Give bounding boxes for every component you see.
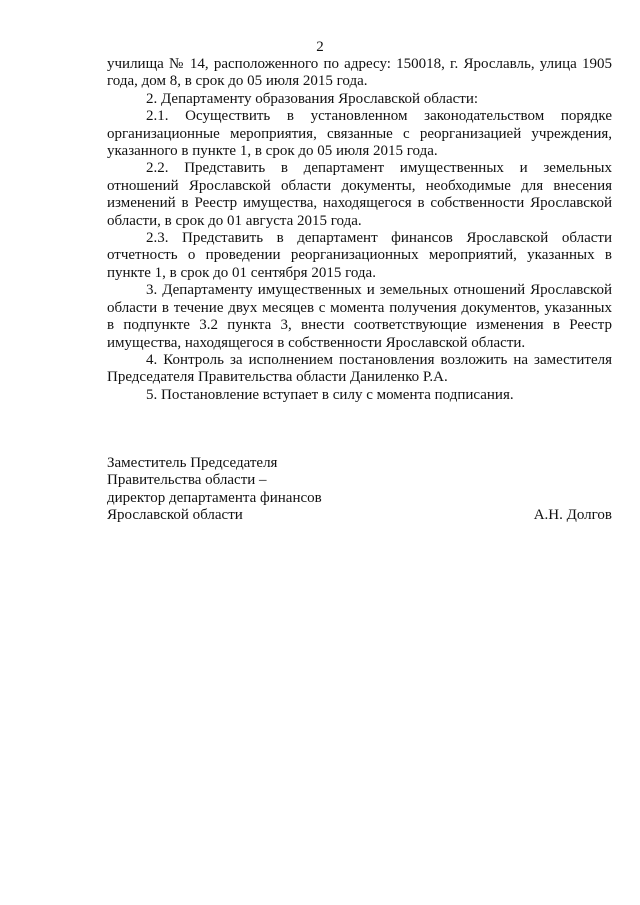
signatory-name: А.Н. Долгов (533, 507, 612, 524)
paragraph-4: 4. Контроль за исполнением постановления возложить на заместителя Председателя Правительства области Даниленко Р.А. (107, 351, 612, 386)
signatory-title-line-2: Правительства области – (107, 472, 267, 489)
paragraph-2-1: 2.1. Осуществить в установленном законодательством порядке организационные мероприятия, связанные с реорганизацией учреждения, указанного в пункте 1, в срок до 05 июля 2015 года. (107, 108, 612, 160)
signatory-title-line-1: Заместитель Председателя (107, 455, 278, 471)
paragraph-2-2: 2.2. Представить в департамент имущественных и земельных отношений Ярославской области документы, необходимые для внесения изменений в Реестр имущества, находящегося в собственности Ярославской области, в срок до 01 августа 2015 года. (107, 160, 612, 229)
page-number: 2 (316, 39, 324, 55)
paragraph-continuation: училища № 14, расположенного по адресу: 150018, г. Ярославль, улица 1905 года, дом 8, в срок до 05 июля 2015 года. (107, 56, 612, 90)
document-body (107, 56, 612, 404)
signatory-title-line-4: Ярославской области (107, 507, 243, 524)
paragraph-5: 5. Постановление вступает в силу с момента подписания. (146, 386, 514, 403)
paragraph-2-3: 2.3. Представить в департамент финансов Ярославской области отчетность о проведении реорганизационных мероприятий, указанных в пункте 1, в срок до 01 сентября 2015 года. (107, 230, 612, 281)
paragraph-3: 3. Департаменту имущественных и земельных отношений Ярославской области в течение двух месяцев с момента получения документов, указанных в подпункте 3.2 пункта 3, внести соответствующие изменения в Реестр имущества, находящегося в собственности Ярославской области. (107, 282, 612, 351)
paragraph-2: 2. Департаменту образования Ярославской области: (146, 90, 479, 107)
signature-block (107, 455, 612, 525)
signature-line (107, 507, 612, 524)
signatory-title-line-3: директор департамента финансов (107, 489, 322, 506)
